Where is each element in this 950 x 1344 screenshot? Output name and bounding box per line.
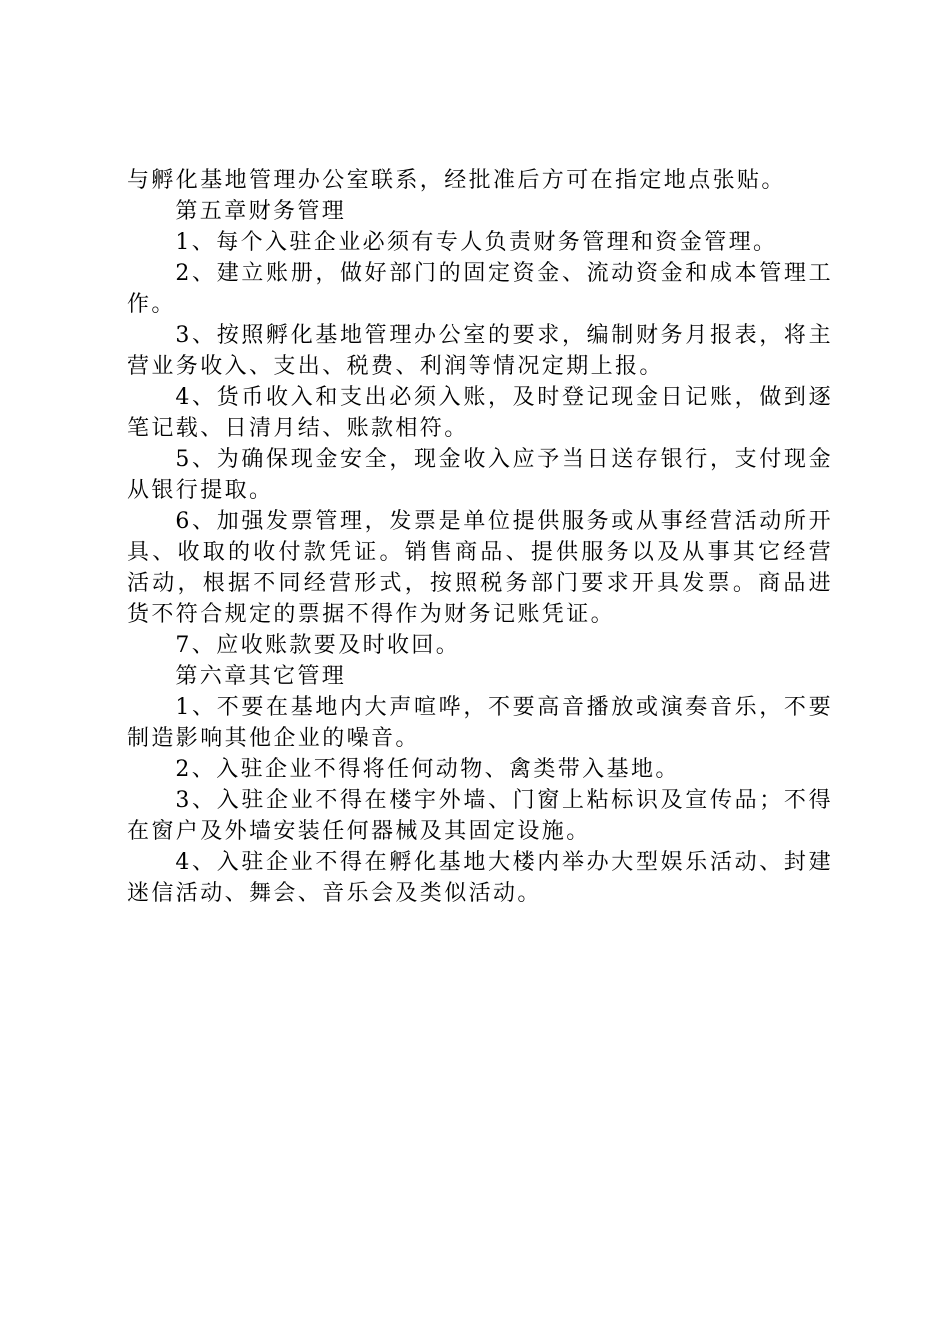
other-rule-2: 2、入驻企业不得将任何动物、禽类带入基地。 (175, 757, 680, 782)
chapter-six-heading: 第六章其它管理 (175, 664, 347, 689)
other-rule-3: 3、入驻企业不得在楼宇外墙、门窗上粘标识及宣传品；不得在窗户及外墙安装任何器械及其固定设施。 (127, 788, 833, 844)
other-rule-4: 4、入驻企业不得在孵化基地大楼内举办大型娱乐活动、封建迷信活动、舞会、音乐会及类似活动。 (127, 850, 833, 906)
document-body (127, 165, 833, 909)
chapter-five-heading: 第五章财务管理 (175, 199, 347, 224)
finance-rule-2: 2、建立账册，做好部门的固定资金、流动资金和成本管理工作。 (127, 261, 833, 317)
finance-rule-3: 3、按照孵化基地管理办公室的要求，编制财务月报表，将主营业务收入、支出、税费、利润等情况定期上报。 (127, 323, 833, 379)
other-rule-1: 1、不要在基地内大声喧哗，不要高音播放或演奏音乐，不要制造影响其他企业的噪音。 (127, 695, 833, 751)
finance-rule-6: 6、加强发票管理，发票是单位提供服务或从事经营活动所开具、收取的收付款凭证。销售商品、提供服务以及从事其它经营活动，根据不同经营形式，按照税务部门要求开具发票。商品进货不符合规定的票据不得作为财务记账凭证。 (127, 509, 833, 627)
finance-rule-5: 5、为确保现金安全，现金收入应予当日送存银行，支付现金从银行提取。 (127, 447, 833, 503)
finance-rule-7: 7、应收账款要及时收回。 (175, 633, 461, 658)
finance-rule-4: 4、货币收入和支出必须入账，及时登记现金日记账，做到逐笔记载、日清月结、账款相符。 (127, 385, 833, 441)
finance-rule-1: 1、每个入驻企业必须有专人负责财务管理和资金管理。 (175, 230, 778, 255)
paragraph-continuation: 与孵化基地管理办公室联系，经批准后方可在指定地点张贴。 (127, 168, 786, 193)
